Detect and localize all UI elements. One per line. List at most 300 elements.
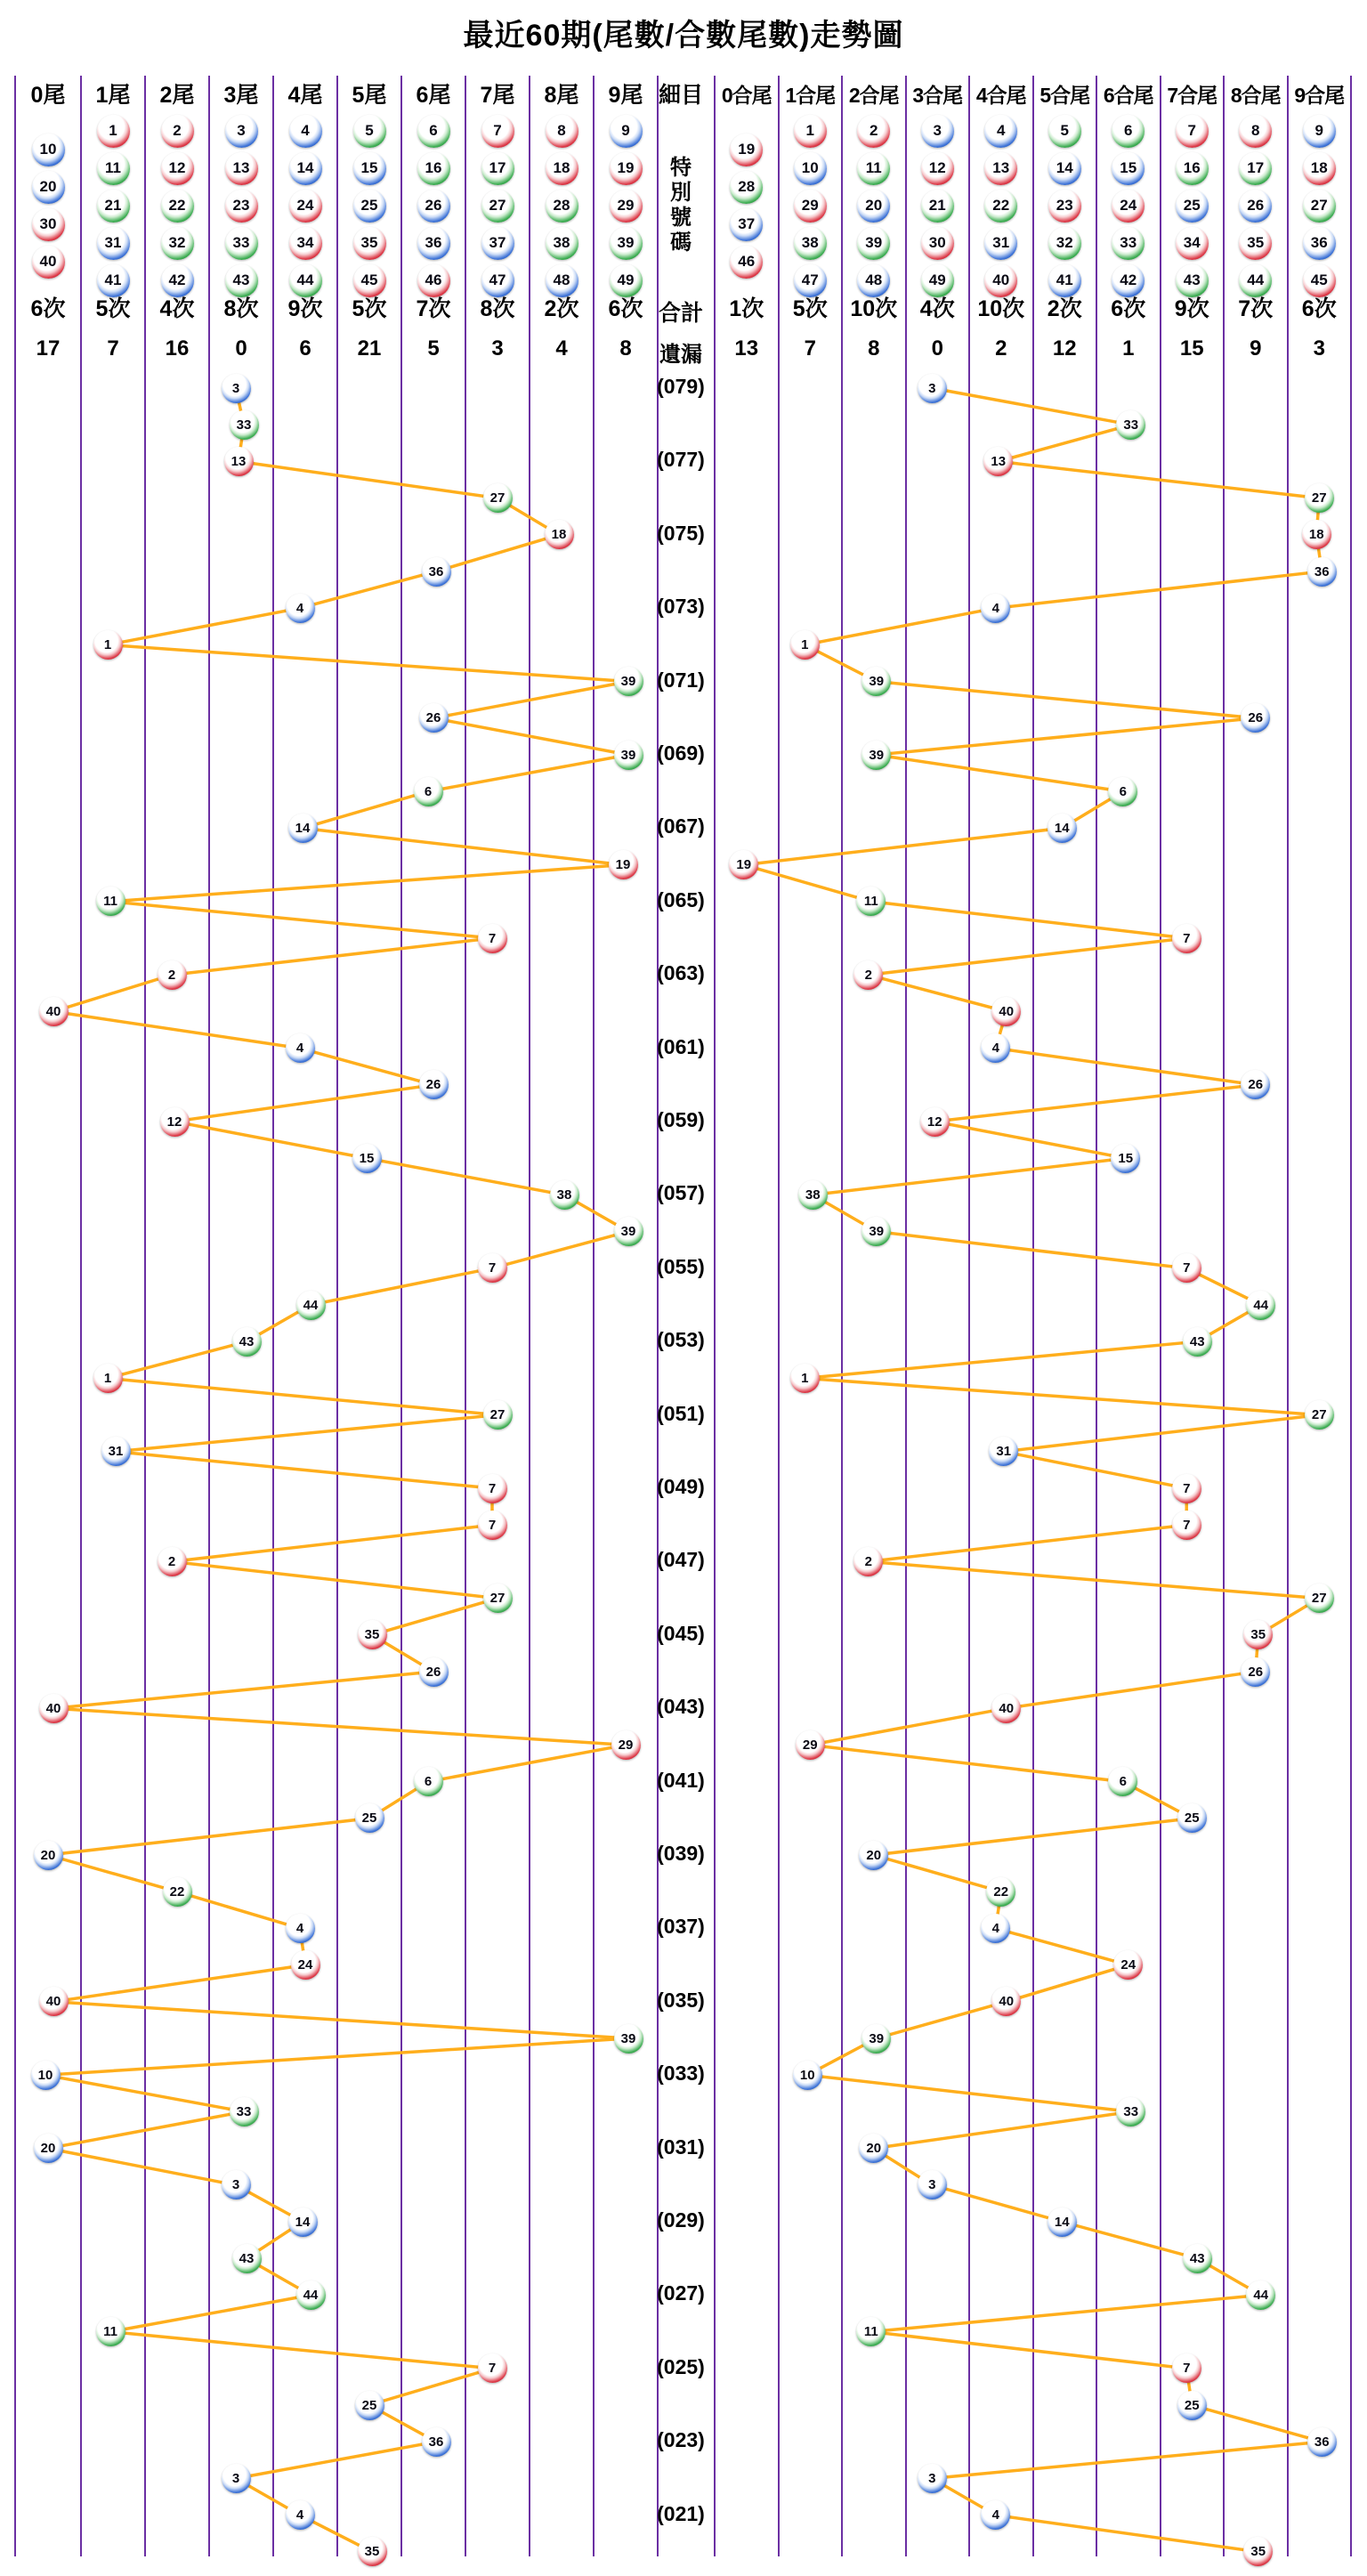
legend-ball-44: 44 [1239,264,1272,297]
chart-ball-tail: 20 [34,1841,63,1870]
column-count: 2次 [1047,296,1082,321]
period-label: (079) [657,375,705,398]
period-label: (069) [657,741,705,765]
chart-ball-tail: 26 [419,703,449,733]
chart-ball-sum-tail: 33 [1116,2097,1145,2126]
chart-ball-sum-tail: 26 [1241,1657,1270,1687]
legend-ball-7: 7 [1176,115,1209,148]
chart-ball-tail: 7 [478,1511,507,1540]
chart-ball-tail: 7 [478,924,507,953]
detail-header: 細目 [658,83,703,108]
column-miss: 1 [1122,336,1135,360]
legend-ball-13: 13 [984,152,1017,185]
legend-ball-18: 18 [1303,152,1336,185]
column-miss: 17 [36,336,61,360]
chart-ball-sum-tail: 4 [981,1914,1010,1943]
legend-ball-9: 9 [610,115,643,148]
column-count: 6次 [608,296,643,321]
legend-ball-47: 47 [481,264,514,297]
chart-ball-tail: 7 [478,2353,507,2383]
period-label: (055) [657,1254,705,1278]
chart-ball-tail: 27 [483,1400,513,1430]
legend-ball-28: 28 [546,190,578,223]
legend-ball-31: 31 [984,227,1017,260]
legend-ball-42: 42 [1112,264,1145,297]
chart-ball-sum-tail: 18 [1302,520,1331,549]
chart-ball-sum-tail: 44 [1246,2280,1275,2310]
legend-ball-30: 30 [32,208,65,241]
column-count: 10次 [977,296,1025,321]
chart-ball-sum-tail: 25 [1177,2391,1207,2420]
chart-ball-tail: 4 [286,594,315,623]
chart-ball-tail: 44 [296,2280,326,2310]
page-title: 最近60期(尾數/合數尾數)走勢圖 [463,19,904,53]
legend-ball-46: 46 [417,264,450,297]
chart-ball-sum-tail: 25 [1177,1803,1207,1833]
legend-ball-3: 3 [921,115,954,148]
chart-ball-tail: 1 [93,630,123,660]
column-miss: 9 [1250,336,1262,360]
period-label: (077) [657,448,705,472]
chart-ball-sum-tail: 3 [918,2170,947,2199]
chart-ball-tail: 14 [288,2207,318,2237]
column-count: 7次 [416,296,451,321]
chart-ball-sum-tail: 40 [991,1987,1021,2016]
sum-tail-col-header-0: 0合尾 [721,84,772,107]
chart-ball-tail: 27 [483,1584,513,1613]
column-count: 6次 [1301,296,1337,321]
column-count: 10次 [850,296,898,321]
chart-ball-sum-tail: 33 [1116,410,1145,440]
column-count: 9次 [1174,296,1209,321]
period-label: (045) [657,1621,705,1645]
legend-ball-11: 11 [857,152,890,185]
chart-ball-tail: 27 [483,483,513,513]
legend-ball-44: 44 [289,264,322,297]
legend-ball-39: 39 [857,227,890,260]
chart-ball-sum-tail: 11 [856,887,886,916]
legend-ball-39: 39 [610,227,643,260]
chart-ball-sum-tail: 39 [861,1217,891,1246]
legend-ball-26: 26 [1239,190,1272,223]
legend-ball-19: 19 [730,134,763,166]
chart-ball-tail: 33 [230,2097,259,2126]
tail-col-header-2: 2尾 [159,83,195,108]
legend-ball-14: 14 [289,152,322,185]
chart-ball-tail: 35 [358,1620,387,1649]
legend-ball-12: 12 [921,152,954,185]
column-count: 5次 [95,296,131,321]
chart-ball-tail: 7 [478,1253,507,1283]
legend-ball-7: 7 [481,115,514,148]
sum-tail-col-header-4: 4合尾 [975,84,1026,107]
chart-ball-tail: 33 [230,410,259,440]
chart-ball-sum-tail: 2 [853,1547,883,1576]
chart-ball-sum-tail: 7 [1172,924,1201,953]
legend-ball-32: 32 [161,227,194,260]
chart-ball-tail: 22 [163,1877,192,1907]
legend-ball-8: 8 [546,115,578,148]
column-count: 9次 [287,296,323,321]
chart-ball-tail: 6 [414,777,443,806]
period-label: (039) [657,1842,705,1865]
column-count: 6次 [1111,296,1146,321]
chart-ball-tail: 26 [419,1070,449,1099]
chart-ball-sum-tail: 35 [1243,1620,1273,1649]
period-label: (061) [657,1034,705,1058]
period-label: (053) [657,1328,705,1352]
legend-ball-40: 40 [984,264,1017,297]
legend-ball-48: 48 [546,264,578,297]
chart-ball-tail: 26 [419,1657,449,1687]
tail-col-header-8: 8尾 [544,83,579,108]
period-label: (043) [657,1695,705,1719]
legend-ball-10: 10 [794,152,827,185]
chart-ball-tail: 4 [286,1914,315,1943]
chart-ball-tail: 14 [288,814,318,843]
chart-ball-tail: 3 [222,2464,251,2493]
column-count: 4次 [919,296,955,321]
legend-ball-29: 29 [610,190,643,223]
chart-ball-tail: 1 [93,1364,123,1393]
column-miss: 0 [235,336,247,360]
legend-ball-24: 24 [289,190,322,223]
column-count: 5次 [792,296,828,321]
chart-ball-sum-tail: 6 [1108,777,1137,806]
chart-ball-tail: 40 [39,997,69,1026]
miss-label: 遺漏 [659,343,702,367]
chart-ball-tail: 2 [158,960,187,990]
tail-col-header-6: 6尾 [416,83,451,108]
legend-ball-5: 5 [1048,115,1081,148]
chart-ball-sum-tail: 27 [1305,1584,1334,1613]
legend-ball-3: 3 [225,115,258,148]
chart-ball-sum-tail: 27 [1305,1400,1334,1430]
column-miss: 7 [107,336,119,360]
chart-ball-tail: 40 [39,1694,69,1723]
sum-tail-col-header-1: 1合尾 [785,84,836,107]
legend-ball-18: 18 [546,152,578,185]
period-label: (073) [657,595,705,619]
period-label: (035) [657,1988,705,2012]
chart-ball-sum-tail: 3 [918,2464,947,2493]
chart-ball-sum-tail: 14 [1047,814,1077,843]
sum-tail-col-header-2: 2合尾 [848,84,899,107]
chart-ball-tail: 39 [614,2024,643,2054]
sum-tail-col-header-3: 3合尾 [912,84,963,107]
legend-ball-25: 25 [1176,190,1209,223]
chart-ball-sum-tail: 26 [1241,703,1270,733]
period-label: (037) [657,1915,705,1939]
legend-ball-4: 4 [984,115,1017,148]
legend-ball-31: 31 [97,227,130,260]
chart-ball-sum-tail: 39 [861,2024,891,2054]
special-number-label: 特 [670,156,692,180]
chart-ball-tail: 4 [286,2500,315,2530]
sum-tail-col-header-5: 5合尾 [1039,84,1090,107]
column-count: 1次 [729,296,764,321]
legend-ball-26: 26 [417,190,450,223]
chart-ball-tail: 24 [291,1950,320,1980]
chart-ball-tail: 6 [414,1767,443,1796]
period-label: (031) [657,2135,705,2159]
chart-ball-sum-tail: 20 [859,1841,888,1870]
legend-ball-36: 36 [1303,227,1336,260]
chart-ball-tail: 3 [222,2170,251,2199]
legend-ball-45: 45 [1303,264,1336,297]
chart-ball-sum-tail: 2 [853,960,883,990]
chart-ball-tail: 36 [422,2427,451,2457]
legend-ball-15: 15 [353,152,386,185]
chart-ball-tail: 7 [478,1474,507,1503]
chart-ball-tail: 39 [614,1217,643,1246]
special-number-label: 碼 [670,231,692,255]
column-count: 4次 [159,296,195,321]
chart-ball-sum-tail: 1 [790,1364,820,1393]
chart-ball-sum-tail: 13 [983,447,1013,476]
sum-tail-col-header-8: 8合尾 [1230,84,1281,107]
chart-ball-tail: 44 [296,1291,326,1320]
chart-ball-tail: 29 [611,1730,641,1760]
legend-ball-8: 8 [1239,115,1272,148]
tail-col-header-1: 1尾 [95,83,131,108]
legend-ball-49: 49 [610,264,643,297]
chart-ball-sum-tail: 7 [1172,2353,1201,2383]
legend-ball-2: 2 [857,115,890,148]
column-miss: 2 [995,336,1007,360]
sum-tail-col-header-7: 7合尾 [1167,84,1217,107]
period-label: (021) [657,2501,705,2525]
chart-ball-tail: 4 [286,1033,315,1063]
period-label: (075) [657,521,705,545]
legend-ball-35: 35 [353,227,386,260]
period-label: (057) [657,1181,705,1205]
chart-ball-sum-tail: 26 [1241,1070,1270,1099]
chart-ball-sum-tail: 40 [991,997,1021,1026]
legend-ball-21: 21 [921,190,954,223]
period-label: (047) [657,1548,705,1572]
column-miss: 3 [1313,336,1325,360]
chart-ball-tail: 43 [232,1327,262,1357]
legend-ball-1: 1 [97,115,130,148]
chart-ball-sum-tail: 7 [1172,1474,1201,1503]
legend-ball-23: 23 [225,190,258,223]
special-number-label: 號 [670,206,692,230]
legend-ball-22: 22 [984,190,1017,223]
chart-ball-tail: 35 [358,2537,387,2566]
chart-ball-tail: 39 [614,667,643,696]
chart-ball-sum-tail: 12 [920,1107,950,1137]
chart-ball-tail: 2 [158,1547,187,1576]
legend-ball-10: 10 [32,134,65,166]
column-count: 8次 [480,296,515,321]
legend-ball-34: 34 [289,227,322,260]
legend-ball-27: 27 [1303,190,1336,223]
chart-ball-sum-tail: 14 [1047,2207,1077,2237]
chart-ball-tail: 43 [232,2244,262,2273]
legend-ball-21: 21 [97,190,130,223]
legend-ball-48: 48 [857,264,890,297]
legend-ball-37: 37 [481,227,514,260]
legend-ball-22: 22 [161,190,194,223]
period-label: (071) [657,668,705,692]
chart-ball-sum-tail: 1 [790,630,820,660]
chart-ball-tail: 39 [614,741,643,770]
tail-col-header-7: 7尾 [480,83,515,108]
legend-ball-33: 33 [1112,227,1145,260]
legend-ball-15: 15 [1112,152,1145,185]
sum-tail-trend-line [744,388,1323,2552]
legend-ball-36: 36 [417,227,450,260]
legend-ball-16: 16 [1176,152,1209,185]
legend-ball-38: 38 [794,227,827,260]
chart-ball-tail: 36 [422,557,451,587]
chart-ball-sum-tail: 6 [1108,1767,1137,1796]
column-count: 6次 [30,296,66,321]
tail-trend-line [45,388,628,2552]
column-count: 2次 [544,296,579,321]
chart-ball-sum-tail: 4 [981,2500,1010,2530]
chart-ball-tail: 13 [224,447,254,476]
chart-ball-tail: 11 [96,2317,125,2346]
period-label: (067) [657,814,705,838]
chart-ball-sum-tail: 24 [1113,1950,1143,1980]
chart-ball-sum-tail: 39 [861,741,891,770]
legend-ball-14: 14 [1048,152,1081,185]
legend-ball-37: 37 [730,208,763,241]
column-miss: 21 [357,336,382,360]
chart-ball-sum-tail: 43 [1183,2244,1212,2273]
chart-ball-sum-tail: 7 [1172,1253,1201,1283]
legend-ball-47: 47 [794,264,827,297]
chart-ball-sum-tail: 36 [1307,557,1337,587]
chart-ball-sum-tail: 22 [986,1877,1015,1907]
legend-ball-46: 46 [730,246,763,279]
column-miss: 0 [931,336,943,360]
column-miss: 12 [1052,336,1077,360]
chart-ball-tail: 3 [222,374,251,403]
legend-ball-23: 23 [1048,190,1081,223]
chart-ball-sum-tail: 36 [1307,2427,1337,2457]
legend-ball-24: 24 [1112,190,1145,223]
legend-ball-25: 25 [353,190,386,223]
legend-ball-45: 45 [353,264,386,297]
legend-ball-38: 38 [546,227,578,260]
chart-ball-tail: 10 [31,2061,61,2090]
chart-ball-tail: 25 [355,2391,384,2420]
legend-ball-6: 6 [417,115,450,148]
period-label: (027) [657,2281,705,2305]
chart-ball-sum-tail: 40 [991,1694,1021,1723]
tail-col-header-3: 3尾 [223,83,259,108]
tail-col-header-9: 9尾 [608,83,643,108]
column-miss: 16 [165,336,190,360]
column-count: 7次 [1238,296,1274,321]
legend-ball-49: 49 [921,264,954,297]
sum-tail-col-header-6: 6合尾 [1103,84,1153,107]
legend-ball-33: 33 [225,227,258,260]
chart-ball-tail: 12 [160,1107,190,1137]
tail-col-header-0: 0尾 [30,83,66,108]
column-miss: 4 [555,336,568,360]
chart-ball-sum-tail: 11 [856,2317,886,2346]
legend-ball-4: 4 [289,115,322,148]
chart-ball-tail: 38 [550,1180,579,1210]
period-label: (051) [657,1401,705,1425]
legend-ball-17: 17 [481,152,514,185]
chart-ball-sum-tail: 20 [859,2134,888,2163]
column-miss: 13 [734,336,759,360]
chart-ball-sum-tail: 39 [861,667,891,696]
column-miss: 8 [868,336,880,360]
chart-ball-sum-tail: 7 [1172,1511,1201,1540]
chart-ball-sum-tail: 29 [796,1730,825,1760]
chart-ball-sum-tail: 35 [1243,2537,1273,2566]
legend-ball-29: 29 [794,190,827,223]
chart-ball-sum-tail: 38 [798,1180,828,1210]
column-count: 5次 [352,296,387,321]
legend-ball-27: 27 [481,190,514,223]
legend-ball-41: 41 [97,264,130,297]
chart-ball-sum-tail: 10 [793,2061,822,2090]
chart-ball-sum-tail: 15 [1111,1144,1140,1173]
chart-ball-sum-tail: 27 [1305,483,1334,513]
legend-ball-43: 43 [1176,264,1209,297]
column-miss: 8 [619,336,632,360]
chart-ball-sum-tail: 31 [989,1437,1018,1466]
chart-ball-tail: 15 [352,1144,382,1173]
chart-ball-tail: 20 [34,2134,63,2163]
legend-ball-6: 6 [1112,115,1145,148]
legend-ball-11: 11 [97,152,130,185]
period-label: (029) [657,2208,705,2232]
legend-ball-5: 5 [353,115,386,148]
legend-ball-17: 17 [1239,152,1272,185]
chart-ball-tail: 31 [101,1437,131,1466]
period-label: (025) [657,2354,705,2378]
chart-ball-sum-tail: 4 [981,1033,1010,1063]
column-miss: 7 [804,336,816,360]
legend-ball-12: 12 [161,152,194,185]
sum-tail-col-header-9: 9合尾 [1294,84,1345,107]
legend-ball-35: 35 [1239,227,1272,260]
legend-ball-1: 1 [794,115,827,148]
period-label: (033) [657,2062,705,2086]
chart-ball-tail: 11 [96,887,125,916]
period-label: (065) [657,887,705,911]
legend-ball-42: 42 [161,264,194,297]
column-count: 8次 [223,296,259,321]
legend-ball-2: 2 [161,115,194,148]
legend-ball-40: 40 [32,246,65,279]
column-miss: 6 [299,336,311,360]
chart-ball-sum-tail: 3 [918,374,947,403]
period-label: (023) [657,2428,705,2452]
tail-col-header-4: 4尾 [287,83,323,108]
chart-ball-tail: 18 [545,520,574,549]
legend-ball-20: 20 [32,171,65,204]
chart-ball-sum-tail: 19 [729,850,758,879]
chart-ball-tail: 40 [39,1987,69,2016]
legend-ball-19: 19 [610,152,643,185]
legend-ball-30: 30 [921,227,954,260]
chart-ball-tail: 25 [355,1803,384,1833]
chart-ball-sum-tail: 44 [1246,1291,1275,1320]
period-label: (059) [657,1108,705,1131]
chart-ball-sum-tail: 4 [981,594,1010,623]
legend-ball-34: 34 [1176,227,1209,260]
special-number-label: 別 [670,181,692,205]
